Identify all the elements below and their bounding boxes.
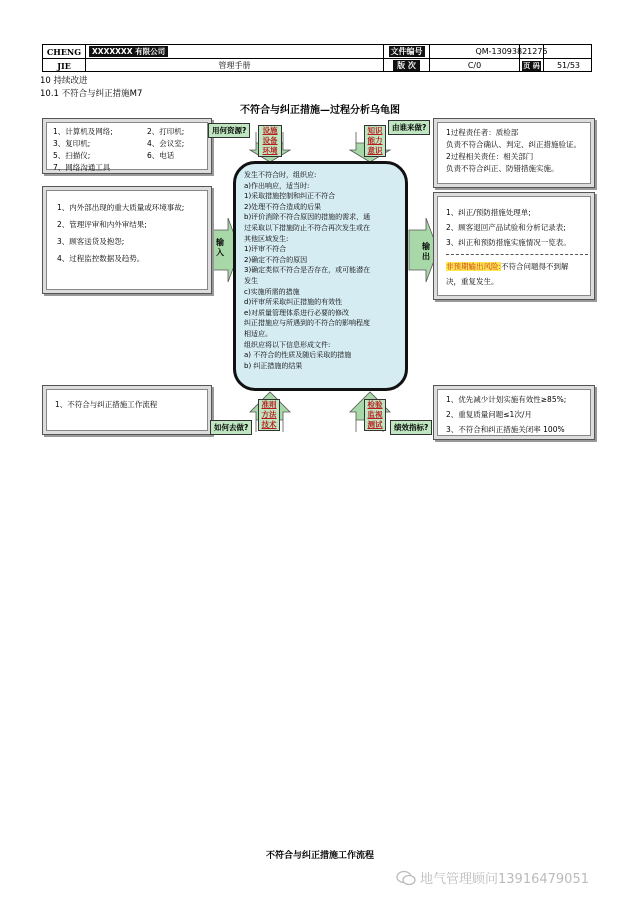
outputs-box — [433, 192, 595, 300]
responsibility-line: 2过程相关责任：相关部门 — [446, 152, 534, 161]
resource-item: 7、网络沟通工具 — [53, 163, 111, 172]
page-number: 51/53 — [556, 61, 581, 70]
process-line: 2)确定不符合的原因 — [244, 255, 308, 264]
method-item: 1、不符合与纠正措施工作流程 — [55, 400, 158, 409]
process-line: 2)处理不符合造成的后果 — [244, 202, 322, 211]
output-item: 3、纠正和预防措施实施情况一览表。 — [446, 238, 571, 247]
input-item: 1、内外部出现的重大质量或环境事故; — [57, 203, 185, 212]
risk-text: 不符合问题得不到解 — [501, 262, 569, 271]
version-value: C/0 — [467, 61, 482, 70]
process-line: e)对质量管理体系进行必要的修改 — [244, 308, 350, 317]
kpi-label: 绩效指标? — [390, 420, 432, 435]
input-item: 2、管理评审和内外审结果; — [57, 220, 147, 229]
resource-item: 4、会议室; — [147, 139, 185, 148]
process-line: 过采取以下措施防止不符合再次发生或在 — [244, 223, 370, 232]
kpi-tag: 检验 监视 测试 — [364, 399, 386, 431]
process-line: b)评价消除不符合原因的措施的需求，通 — [244, 213, 371, 222]
input-arrow-label: 输入 — [216, 238, 224, 257]
diagram-title: 不符合与纠正措施—过程分析乌龟图 — [240, 105, 400, 116]
output-arrow-label: 输出 — [422, 242, 430, 261]
resource-item: 3、复印机; — [53, 139, 91, 148]
how-tag: 准则 方法 技术 — [258, 399, 280, 431]
resources-tag: 设施 设备 环境 — [258, 125, 282, 157]
input-item: 4、过程监控数据及趋势。 — [57, 254, 145, 263]
resources-box — [42, 118, 212, 174]
process-box — [233, 161, 408, 391]
output-item: 1、纠正/预防措施处理单; — [446, 208, 531, 217]
inputs-box — [42, 186, 212, 294]
process-line: 1)采取措施控制和纠正不符合 — [244, 192, 336, 201]
resource-item: 1、计算机及网络; — [53, 127, 113, 136]
manual-title: 管理手册 — [218, 61, 251, 70]
subsection-heading: 10.1 不符合与纠正措施M7 — [40, 89, 143, 99]
wechat-icon — [396, 870, 416, 886]
resource-item: 2、打印机; — [147, 127, 185, 136]
company-name: XXXXXXX 有限公司 — [89, 46, 168, 57]
watermark-text: 地气管理顾问13916479051 — [420, 872, 589, 887]
process-line: c)实施所需的措施 — [244, 287, 300, 296]
process-line: 1)评审不符合 — [244, 245, 287, 254]
output-item: 2、顾客退回产品试验和分析记录表; — [446, 223, 566, 232]
responsibility-line: 1过程责任者：质检部 — [446, 128, 519, 137]
process-line: 相适应。 — [244, 329, 272, 338]
section-heading: 10 持续改进 — [40, 76, 88, 86]
process-line: a) 不符合的性质及随后采取的措施 — [244, 351, 352, 360]
responsibility-line: 负责不符合确认、判定、纠正措施验证。 — [446, 140, 581, 149]
watermark — [396, 868, 589, 887]
process-line: 组织应将以下信息形成文件: — [244, 340, 331, 349]
process-line: a)作出响应，适当时: — [244, 181, 310, 190]
workflow-title: 不符合与纠正措施工作流程 — [265, 851, 374, 861]
resources-label: 用何资源? — [208, 123, 250, 138]
kpi-item: 3、不符合和纠正措施关闭率 100% — [446, 425, 565, 434]
version-label: 版 次 — [393, 60, 420, 71]
process-line: 发生 — [244, 276, 258, 285]
company-code-2: JIE — [57, 60, 71, 71]
resource-item: 5、扫描仪; — [53, 151, 91, 160]
responsibility-line: 负责不符合纠正、防错措施实施。 — [446, 164, 559, 173]
process-line: 其他区域发生: — [244, 234, 289, 243]
risk-label: 非预期输出风险: — [446, 262, 502, 271]
page-label: 页 码 — [523, 61, 540, 70]
company-code-1: CHENG — [46, 46, 82, 57]
method-box — [42, 385, 212, 435]
doc-no-label: 文件编号 — [390, 47, 423, 56]
process-line: 发生不符合时，组织应: — [244, 171, 317, 179]
who-label: 由谁来做? — [388, 120, 430, 135]
kpi-box — [433, 385, 595, 440]
process-line: 3)确定类似不符合是否存在，或可能潜在 — [244, 266, 371, 275]
kpi-item: 1、优先减少计划实施有效性≥85%; — [446, 395, 567, 404]
process-line: 纠正措施应与所遇到的不符合的影响程度 — [244, 319, 370, 328]
process-line: b) 纠正措施的结果 — [244, 361, 303, 370]
doc-no: QM-13093821275 — [475, 47, 548, 56]
who-tag: 知识 能力 意识 — [364, 125, 386, 157]
how-label: 如何去做? — [210, 420, 252, 435]
risk-text-2: 决，重复发生。 — [446, 277, 499, 286]
process-line: d)评审所采取纠正措施的有效性 — [244, 298, 343, 307]
kpi-item: 2、重复质量问题≤1次/月 — [446, 410, 532, 419]
input-item: 3、顾客送货及抱怨; — [57, 237, 125, 246]
responsibility-box — [433, 118, 595, 188]
resource-item: 6、电话 — [147, 151, 175, 160]
